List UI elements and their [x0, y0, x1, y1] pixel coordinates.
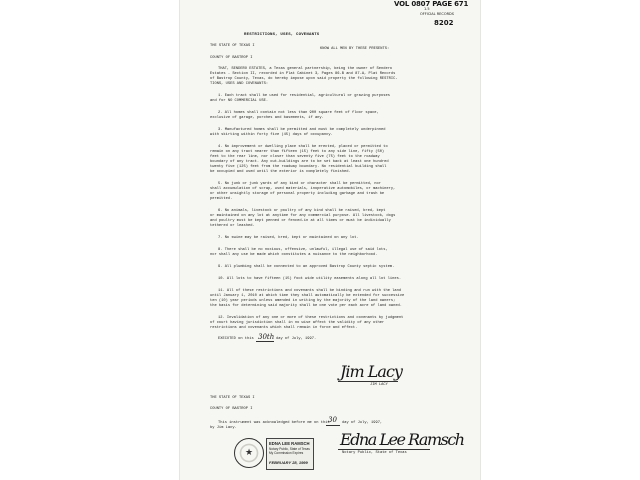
notary-stamp-name: EDNA LEE RAMSCH — [269, 441, 310, 446]
document-title: RESTRICTIONS, USES, COVENANTS — [244, 33, 320, 37]
acknowledgment-day: 30 — [328, 416, 337, 424]
intro-line: Estates - Section II, recorded in Plat Cabinet 3, Pages 86-B and 87-A, Plat Records — [210, 72, 396, 76]
restriction-5: permitted. — [210, 197, 233, 201]
ack-caption-county: COUNTY OF BASTROP I — [210, 407, 253, 411]
restriction-4: boundary of any tract. Any out-buildings are to be set back at least one hundred — [210, 160, 389, 164]
signature-line — [338, 381, 398, 382]
restriction-12: of court having jurisdiction shall in no wise affect the validity of any other — [210, 321, 385, 325]
restriction-11: until January 1, 2010 at which time they shall automatically be extended for successive — [210, 294, 405, 298]
handwritten-mark: 1.5 — [424, 7, 430, 11]
document-number: 8202 — [434, 19, 454, 27]
restriction-6: and poultry must be kept penned or fenced-in at all times or must be individually — [210, 219, 391, 223]
restriction-12: restrictions and covenants which shall remain in force and effect. — [210, 326, 358, 330]
restriction-6: or maintained on any lot at anytime for any commercial purpose. All livestock, dogs — [210, 214, 396, 218]
intro-line: TIONS, USES AND COVENANTS: — [210, 82, 269, 86]
notary-commission-stamp — [266, 438, 314, 470]
restriction-8: nor shall any use be made which constitutes a nuisance to the neighborhood. — [210, 253, 378, 257]
restriction-5: 5. No junk or junk yards of any kind or character shall be permitted, nor — [218, 182, 381, 186]
restriction-4: remain on any tract nearer than fifteen (15) feet to any side line, fifty (50) — [210, 150, 385, 154]
restriction-11: ten (10) year periods unless amended in writing by the majority of the land owners; — [210, 299, 396, 303]
restriction-5: shall accumulation of scrap, used materials, inoperative automobiles, or machinery, — [210, 187, 396, 191]
caption-know-all: KNOW ALL MEN BY THESE PRESENTS: — [320, 47, 390, 51]
acknowledgment-suffix: day of July, 1997, — [342, 421, 383, 425]
notary-stamp-line: Notary Public, State of Texas — [269, 447, 310, 451]
notary-seal — [234, 438, 264, 468]
restriction-2: 2. All homes shall contain not less than 900 square feet of floor space, — [218, 111, 379, 115]
signature-notary: Edna Lee Ramsch — [340, 430, 464, 449]
caption-state: THE STATE OF TEXAS I — [210, 44, 255, 48]
intro-line: THAT, SENDERO ESTATES, a Texas general partnership, being the owner of Sendero — [218, 67, 393, 71]
restriction-3: 3. Manufactured homes shall be permitted and must be completely underpinned — [218, 128, 386, 132]
signer-printed-name: JIM LACY — [370, 383, 388, 387]
notary-signature-line — [338, 449, 430, 450]
restriction-11: the basis for determining said majority shall be one vote per each acre of land owned. — [210, 304, 403, 308]
restriction-4: feet to the rear line, nor closer than seventy five (75) feet to the roadway — [210, 155, 380, 159]
restriction-1: and for NO COMMERCIAL USE. — [210, 99, 269, 103]
restriction-4: be occupied and used until the exterior is completely finished. — [210, 170, 351, 174]
intro-line: of Bastrop County, Texas, do hereby impose upon said property the following RESTRIC- — [210, 77, 398, 81]
acknowledgment-by: by Jim Lacy. — [210, 426, 237, 430]
notary-stamp-line: My Commission Expires — [269, 451, 304, 455]
executed-day-rule — [256, 341, 274, 342]
acknowledgment-prefix: This instrument was acknowledged before me on this — [218, 421, 330, 425]
restriction-5: or other unsightly storage of personal property including garbage and trash be — [210, 192, 385, 196]
restriction-4: 4. No improvement or dwelling place shall be erected, placed or permitted to — [218, 145, 388, 149]
restriction-3: with skirting within forty five (45) days of occupancy. — [210, 133, 333, 137]
restriction-11: 11. All of these restrictions and covenants shall be binding and run with the land — [218, 289, 402, 293]
restriction-8: 8. There shall be no noxious, offensive, unlawful, illegal use of said lots, — [218, 248, 388, 252]
restriction-6: tethered or leashed. — [210, 224, 255, 228]
notary-title: Notary Public, State of Texas — [342, 451, 407, 455]
restriction-2: exclusive of garage, porches and basements, if any. — [210, 116, 324, 120]
notary-stamp-expiration: FEBRUARY 28, 1999 — [269, 460, 308, 465]
restriction-12: 12. Invalidation of any one or more of these restrictions and covenants by judgment — [218, 316, 404, 320]
executed-prefix: EXECUTED on this — [218, 337, 254, 341]
caption-county: COUNTY OF BASTROP I — [210, 56, 253, 60]
restriction-10: 10. All lots to have fifteen (15) foot wide utility easements along all lot lines. — [218, 277, 402, 281]
restriction-4: twenty five (125) feet from the roadway boundary. No residential building shall — [210, 165, 387, 169]
recording-volume-stamp: VOL 0807 PAGE 671 — [394, 0, 469, 8]
ack-caption-state: THE STATE OF TEXAS I — [210, 396, 255, 400]
executed-day: 30th — [258, 333, 275, 341]
restriction-7: 7. No swine may be raised, bred, kept or maintained on any lot. — [218, 236, 359, 240]
restriction-9: 9. All plumbing shall be connected to an approved Bastrop County septic system. — [218, 265, 395, 269]
restriction-1: 1. Each tract shall be used for residential, agricultural or grazing purposes — [218, 94, 390, 98]
restriction-6: 6. No animals, livestock or poultry of any kind shall be raised, bred, kept — [218, 209, 386, 213]
star-icon: ★ — [244, 448, 254, 458]
executed-suffix: day of July, 1997. — [276, 337, 317, 341]
signature-jim-lacy: Jim Lacy — [340, 362, 402, 381]
acknowledgment-day-rule — [326, 425, 340, 426]
official-records-label: OFFICIAL RECORDS — [420, 12, 454, 16]
document-page — [180, 0, 480, 480]
